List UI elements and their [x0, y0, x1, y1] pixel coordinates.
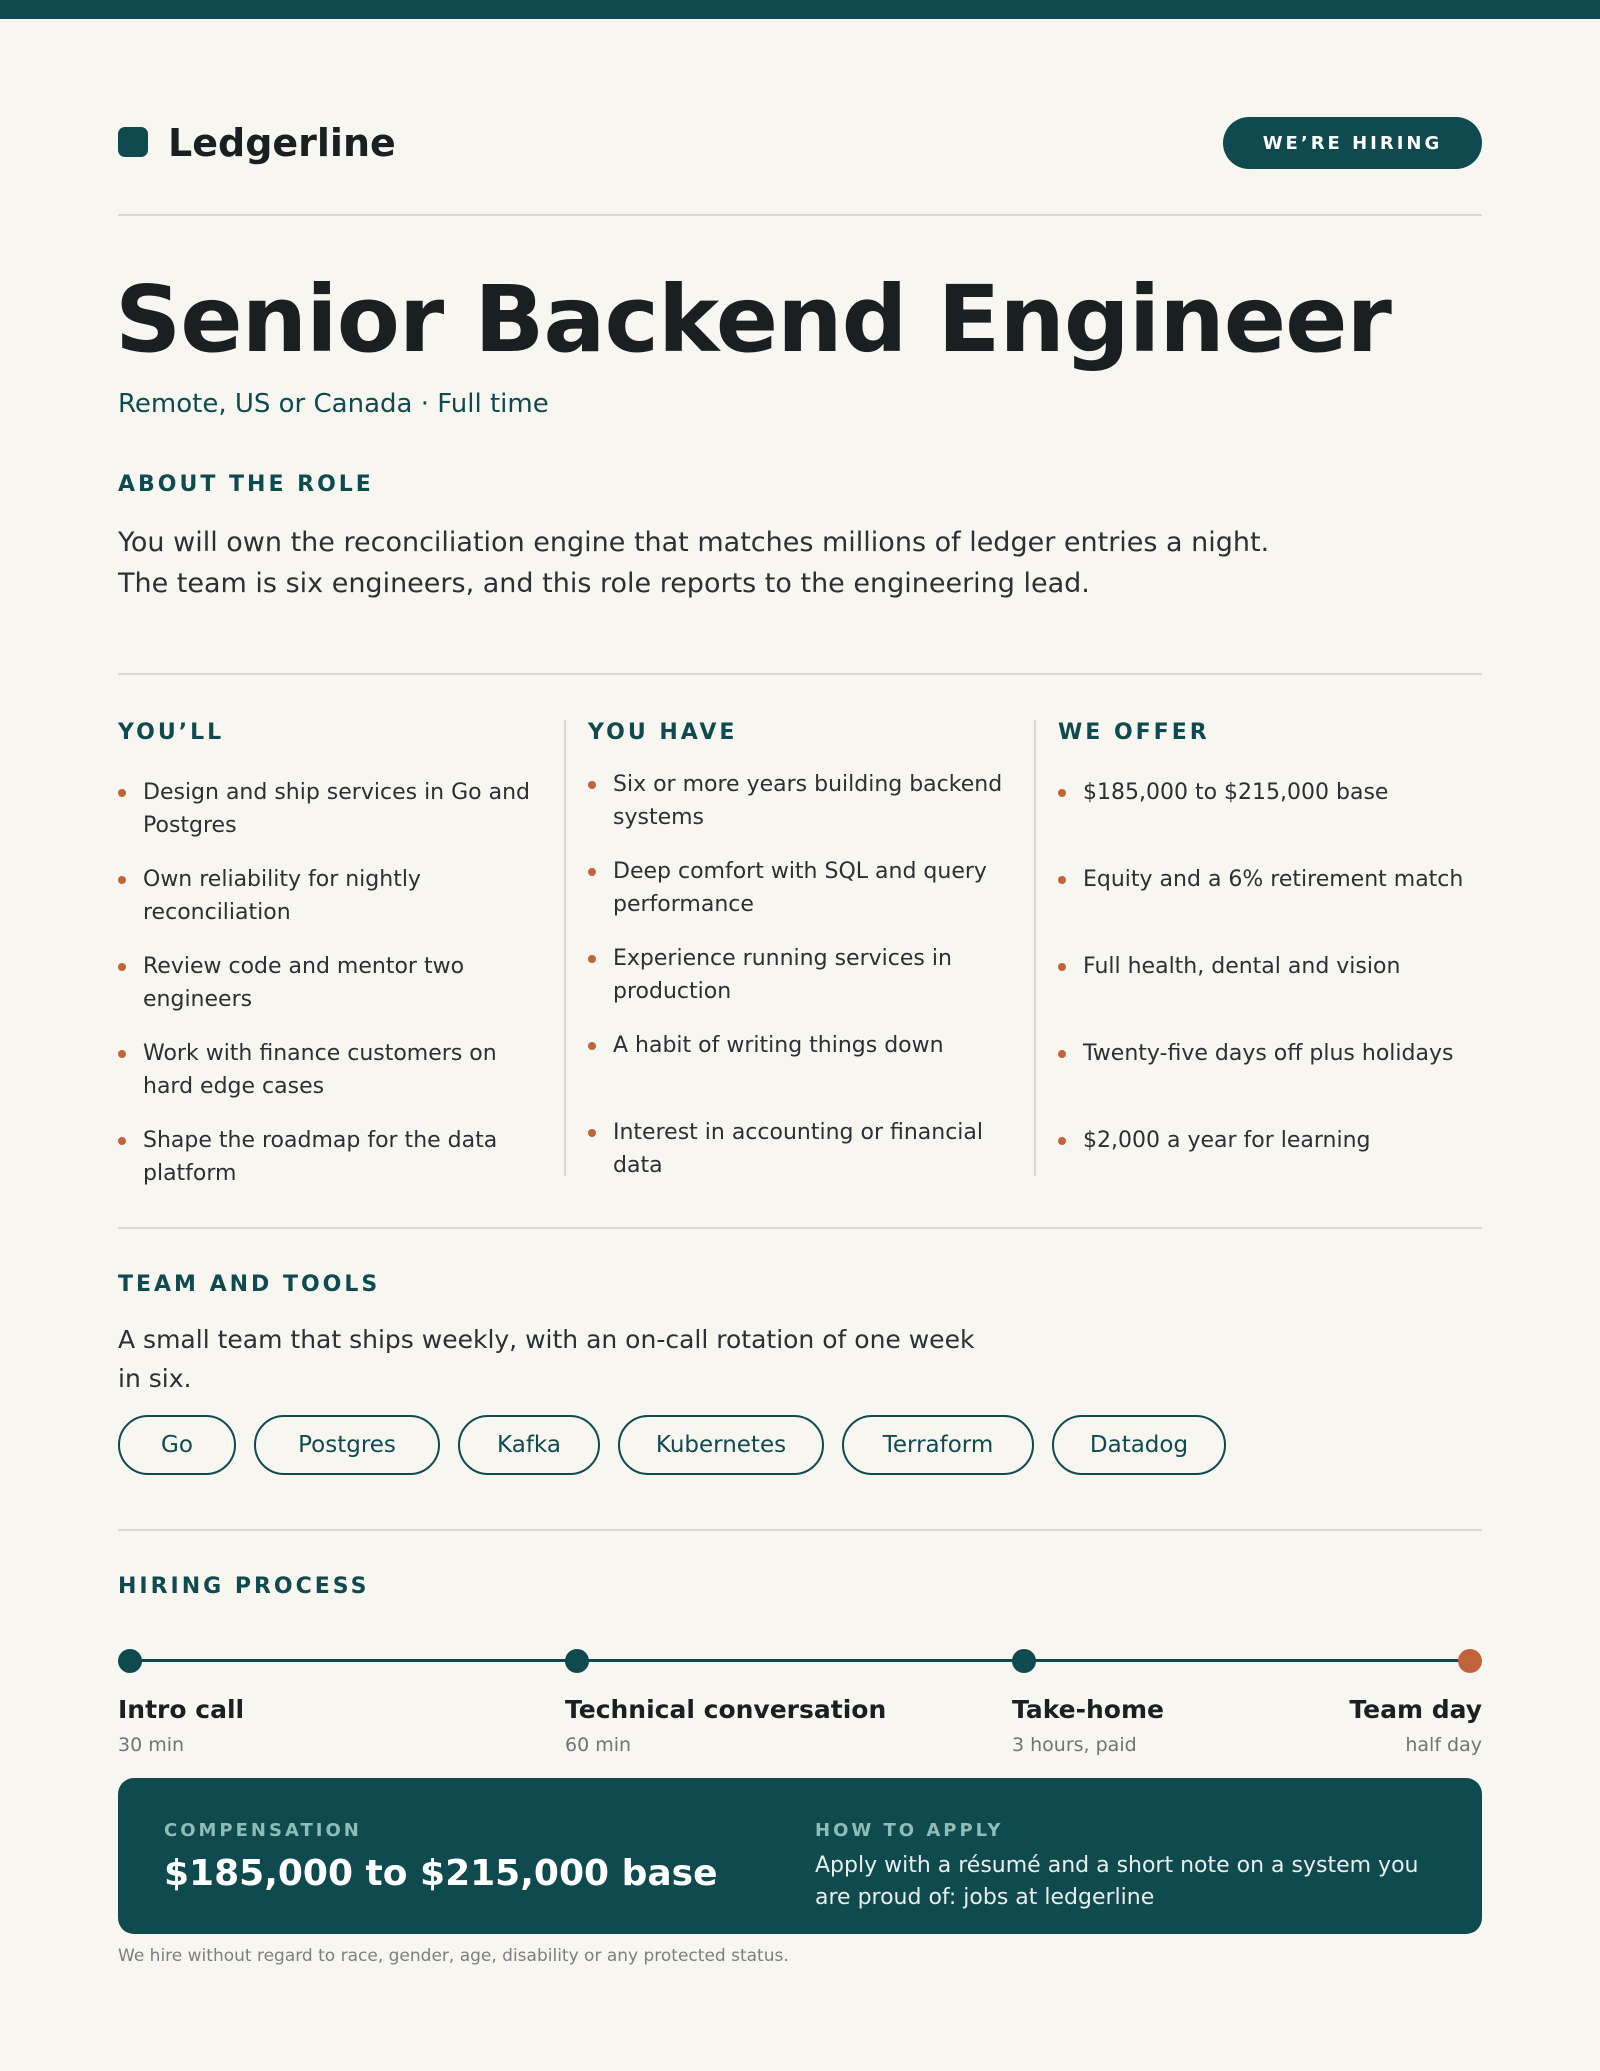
- list-item: Full health, dental and vision: [1058, 950, 1488, 983]
- team-line: in six.: [118, 1364, 192, 1393]
- team-text: [118, 1320, 974, 1398]
- team-label: TEAM AND TOOLS: [118, 1272, 381, 1297]
- brand-name[interactable]: Ledgerline: [168, 121, 396, 165]
- about-text: [118, 522, 1269, 604]
- bullet-icon: [118, 1050, 126, 1058]
- bullet-icon: [588, 1042, 596, 1050]
- step-name: Team day: [1349, 1695, 1482, 1724]
- step-duration: half day: [1405, 1734, 1482, 1756]
- tag-terraform: Terraform: [842, 1415, 1034, 1475]
- column-divider: [1034, 720, 1036, 1176]
- divider: [118, 1529, 1482, 1531]
- timeline-dot-final: [1458, 1649, 1482, 1673]
- list-item: A habit of writing things down: [588, 1029, 1018, 1062]
- divider: [118, 214, 1482, 216]
- tag-postgres: Postgres: [254, 1415, 440, 1475]
- about-label: ABOUT THE ROLE: [118, 472, 374, 497]
- step-duration: 30 min: [118, 1734, 185, 1756]
- bullet-icon: [588, 868, 596, 876]
- step-name: Intro call: [118, 1695, 245, 1724]
- header: [118, 117, 1482, 169]
- bullet-icon: [118, 789, 126, 797]
- bullet-icon: [1058, 876, 1066, 884]
- bullet-icon: [1058, 789, 1066, 797]
- eeo-footnote: We hire without regard to race, gender, age, disability or any protected status.: [118, 1946, 789, 1966]
- divider: [118, 673, 1482, 675]
- process-label: HIRING PROCESS: [118, 1574, 370, 1599]
- top-accent-bar: [0, 0, 1600, 19]
- list-item: Experience running services in production: [588, 942, 1018, 1008]
- list-item: Deep comfort with SQL and query performance: [588, 855, 1018, 921]
- list-item: $2,000 a year for learning: [1058, 1124, 1488, 1157]
- list-item: Six or more years building backend systems: [588, 768, 1018, 834]
- list-item: $185,000 to $215,000 base: [1058, 776, 1488, 809]
- step-name: Technical conversation: [565, 1695, 887, 1724]
- step-name: Take-home: [1012, 1695, 1164, 1724]
- step-duration: 60 min: [565, 1734, 632, 1756]
- hiring-badge: WE’RE HIRING: [1223, 117, 1482, 169]
- tag-datadog: Datadog: [1052, 1415, 1226, 1475]
- compensation-value: $185,000 to $215,000 base: [164, 1853, 718, 1894]
- bullet-icon: [1058, 1137, 1066, 1145]
- list-item: Shape the roadmap for the data platform: [118, 1124, 548, 1190]
- bullet-icon: [118, 1137, 126, 1145]
- column-divider: [564, 720, 566, 1176]
- job-title: Senior Backend Engineer: [115, 266, 1391, 373]
- tag-go: Go: [118, 1415, 236, 1475]
- column-we-offer: [1058, 720, 1488, 1153]
- about-line: You will own the reconciliation engine that matches millions of ledger entries a night.: [118, 527, 1270, 558]
- bullet-icon: [588, 781, 596, 789]
- list-item: Twenty-five days off plus holidays: [1058, 1037, 1488, 1070]
- column-label: WE OFFER: [1058, 720, 1210, 745]
- divider: [118, 1227, 1482, 1229]
- tag-kafka: Kafka: [458, 1415, 600, 1475]
- timeline-dot: [118, 1649, 142, 1673]
- timeline-dot: [1012, 1649, 1036, 1673]
- list-item: Interest in accounting or financial data: [588, 1116, 1018, 1182]
- column-you-have: [588, 720, 1018, 1178]
- bullet-icon: [118, 876, 126, 884]
- list-item: Design and ship services in Go and Postgres: [118, 776, 548, 842]
- bullet-icon: [588, 955, 596, 963]
- bullet-icon: [1058, 1050, 1066, 1058]
- list-item: Own reliability for nightly reconciliation: [118, 863, 548, 929]
- team-line: A small team that ships weekly, with an on-call rotation of one week: [118, 1325, 975, 1354]
- job-subtitle: Remote, US or Canada · Full time: [118, 389, 549, 419]
- about-line: The team is six engineers, and this role reports to the engineering lead.: [118, 568, 1090, 599]
- logo-mark-icon: [118, 127, 148, 157]
- apply-line: Apply with a résumé and a short note on a system you: [815, 1853, 1419, 1878]
- step-duration: 3 hours, paid: [1012, 1734, 1137, 1756]
- tag-kubernetes: Kubernetes: [618, 1415, 824, 1475]
- column-youll: [118, 720, 548, 1186]
- column-label: YOU’LL: [118, 720, 225, 745]
- list-item: Work with finance customers on hard edge cases: [118, 1037, 548, 1103]
- apply-line: are proud of: jobs at ledgerline: [815, 1885, 1155, 1910]
- bullet-icon: [1058, 963, 1066, 971]
- timeline-dot: [565, 1649, 589, 1673]
- info-panel: [118, 1778, 1482, 1934]
- bullet-icon: [118, 963, 126, 971]
- column-label: YOU HAVE: [588, 720, 738, 745]
- compensation-label: COMPENSATION: [164, 1820, 362, 1841]
- process-timeline: [118, 1646, 1482, 1676]
- list-item: Equity and a 6% retirement match: [1058, 863, 1488, 896]
- apply-text: [815, 1850, 1435, 1914]
- apply-label: HOW TO APPLY: [815, 1820, 1004, 1841]
- list-item: Review code and mentor two engineers: [118, 950, 548, 1016]
- timeline-line: [130, 1659, 1470, 1662]
- bullet-icon: [588, 1129, 596, 1137]
